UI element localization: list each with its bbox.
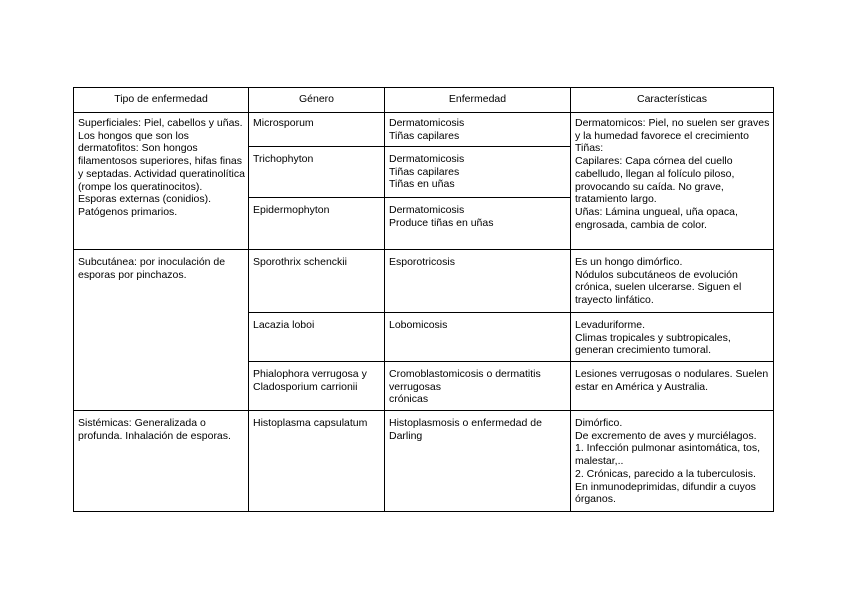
header-enfermedad: Enfermedad [448, 93, 507, 105]
caracteristicas-sporothrix: Es un hongo dimórfico. Nódulos subcutáneos de evolución crónica, suelen ulcerarse. Siguen el trayecto linfático. [575, 256, 742, 307]
table-rule [248, 87, 249, 512]
enfermedad-microsporum: Dermatomicosis Tiñas capilares [389, 117, 465, 142]
header-caracteristicas: Características [636, 93, 708, 105]
table-rule [73, 410, 774, 411]
header-genero: Género [298, 93, 335, 105]
genero-lacazia: Lacazia loboi [253, 319, 315, 331]
caracteristicas-dermatofitos: Dermatomicos: Piel, no suelen ser graves y la humedad favorece el crecimiento Tiñas: Capilares: Capa córnea del cuello cabelludo, llegan al folículo piloso, provocando su caída. No grave, tratamiento largo. Uñas: Lámina ungueal, uña opaca, engrosada, cambia de color. [575, 117, 770, 231]
genero-sporothrix: Sporothrix schenckii [253, 256, 347, 268]
table-rule [570, 87, 571, 512]
genero-trichophyton: Trichophyton [253, 153, 314, 165]
tipo-subcutanea: Subcutánea: por inoculación de esporas por pinchazos. [78, 256, 226, 281]
genero-epidermophyton: Epidermophyton [253, 204, 330, 216]
enfermedad-epidermophyton: Dermatomicosis Produce tiñas en uñas [389, 204, 494, 229]
genero-microsporum: Microsporum [253, 117, 314, 129]
table-rule [73, 87, 74, 512]
caracteristicas-histoplasma: Dimórfico. De excremento de aves y murciélagos. 1. Infección pulmonar asintomática, tos, malestar,.. 2. Crónicas, parecido a la tuberculosis. En inmunodeprimidas, difundir a cuyos órganos. [575, 417, 761, 506]
enfermedad-trichophyton: Dermatomicosis Tiñas capilares Tiñas en uñas [389, 153, 465, 191]
tipo-superficiales: Superficiales: Piel, cabellos y uñas. Los hongos que son los dermatofitos: Son hongos filamentosos superiores, hifas finas y septadas. Actividad queratinolítica (rompe los queratinocitos). Esporas externas (conidios). Patógenos primarios. [78, 117, 245, 218]
table-rule [773, 87, 774, 512]
table-rule [248, 312, 774, 313]
table-rule [73, 249, 774, 250]
genero-phialophora: Phialophora verrugosa y Cladosporium carrionii [253, 368, 367, 393]
enfermedad-phialophora: Cromoblastomicosis o dermatitis verrugosas crónicas [389, 368, 541, 406]
caracteristicas-lacazia: Levaduriforme. Climas tropicales y subtropicales, generan crecimiento tumoral. [575, 319, 731, 357]
enfermedad-lacazia: Lobomicosis [389, 319, 448, 331]
table-rule [73, 87, 774, 88]
table-rule [73, 511, 774, 512]
table-rule [248, 146, 570, 147]
enfermedad-sporothrix: Esporotricosis [389, 256, 455, 268]
caracteristicas-phialophora: Lesiones verrugosas o nodulares. Suelen estar en América y Australia. [575, 368, 769, 393]
table-rule [73, 112, 774, 113]
genero-histoplasma: Histoplasma capsulatum [253, 417, 368, 429]
header-tipo: Tipo de enfermedad [114, 93, 208, 105]
enfermedad-histoplasma: Histoplasmosis o enfermedad de Darling [389, 417, 542, 442]
table-rule [248, 197, 570, 198]
table-rule [248, 361, 774, 362]
table-rule [384, 87, 385, 512]
tipo-sistemicas: Sistémicas: Generalizada o profunda. Inhalación de esporas. [78, 417, 231, 442]
